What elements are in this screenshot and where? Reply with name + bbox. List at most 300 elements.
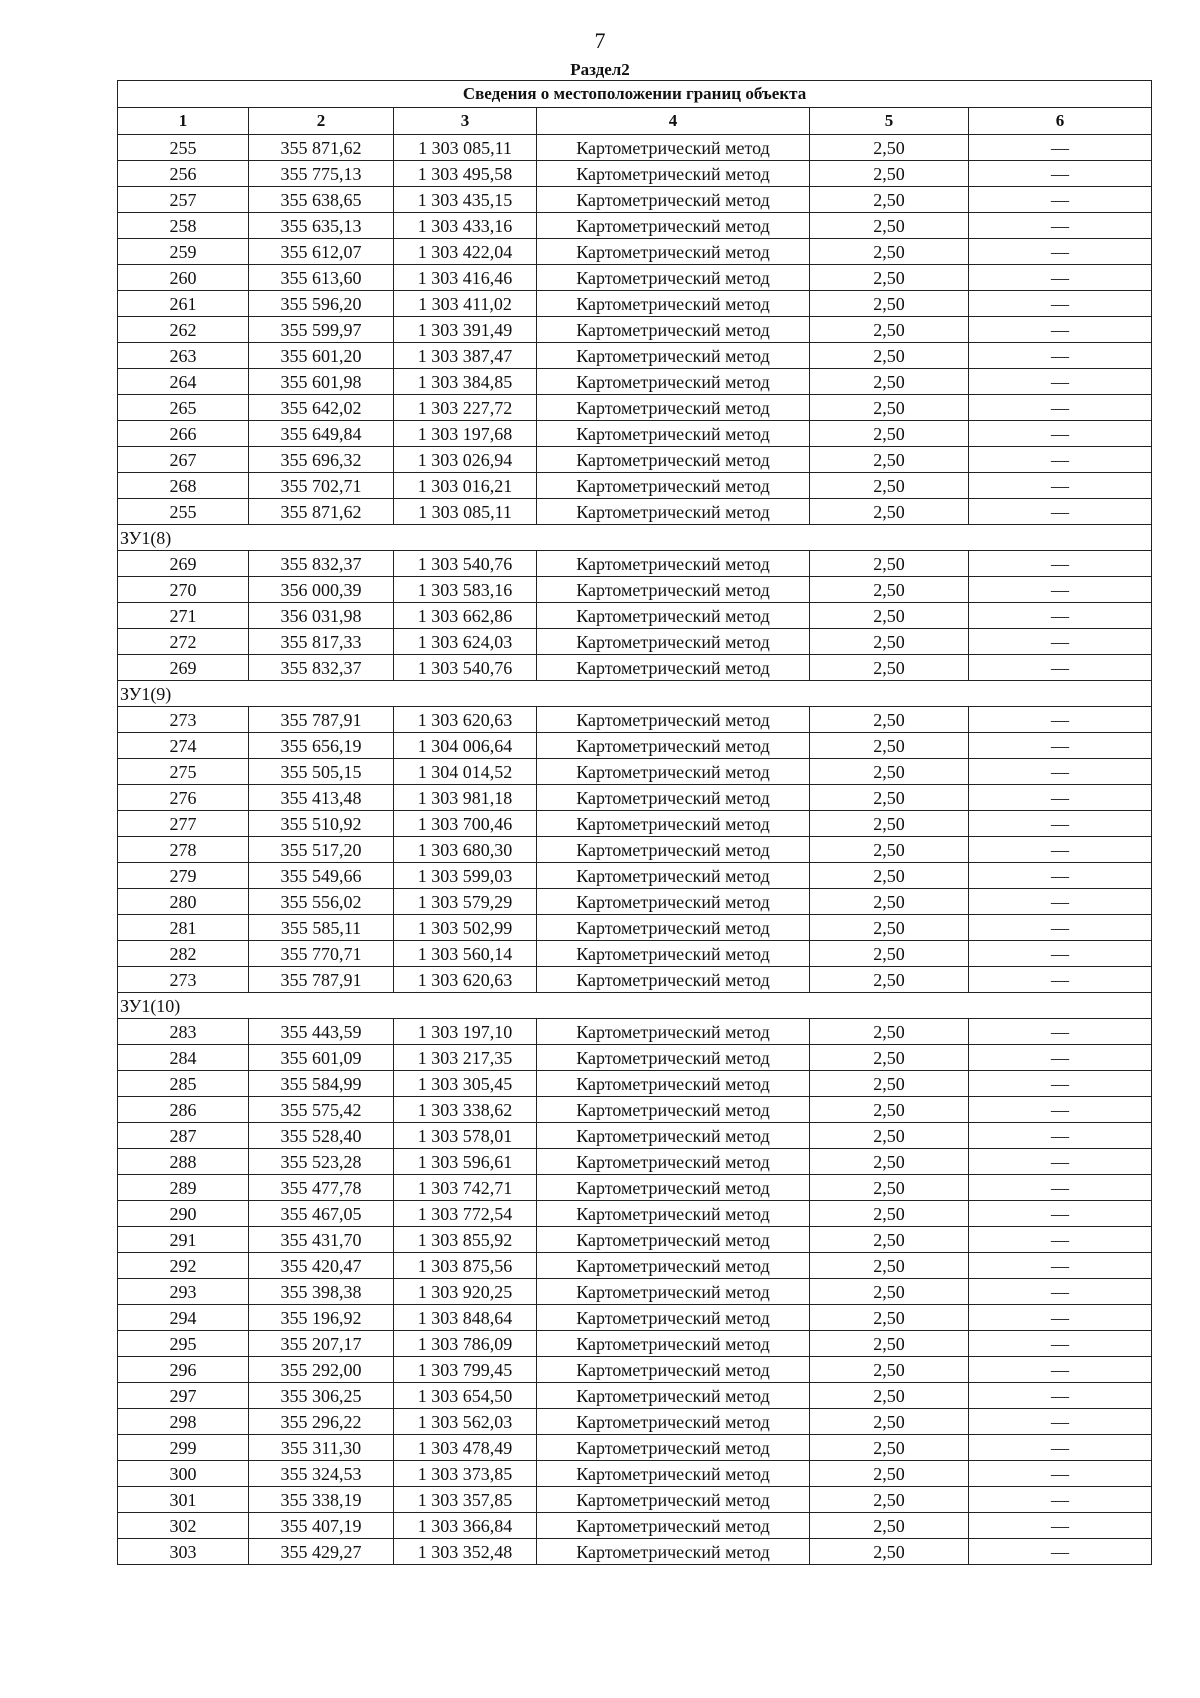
note-cell: — <box>969 1097 1152 1123</box>
note-cell: — <box>969 889 1152 915</box>
x-coordinate-cell: 355 612,07 <box>249 239 394 265</box>
point-number-cell: 283 <box>118 1019 249 1045</box>
column-header-5: 5 <box>810 108 969 135</box>
method-cell: Картометрический метод <box>537 369 810 395</box>
table-row <box>118 1409 1152 1435</box>
accuracy-cell: 2,50 <box>810 785 969 811</box>
group-row <box>118 525 1152 551</box>
point-number-cell: 267 <box>118 447 249 473</box>
x-coordinate-cell: 355 832,37 <box>249 655 394 681</box>
point-number-cell: 279 <box>118 863 249 889</box>
note-cell: — <box>969 1071 1152 1097</box>
note-cell: — <box>969 473 1152 499</box>
y-coordinate-cell: 1 303 579,29 <box>394 889 537 915</box>
x-coordinate-cell: 355 407,19 <box>249 1513 394 1539</box>
table-caption-row <box>118 81 1152 108</box>
accuracy-cell: 2,50 <box>810 629 969 655</box>
accuracy-cell: 2,50 <box>810 1279 969 1305</box>
y-coordinate-cell: 1 303 391,49 <box>394 317 537 343</box>
note-cell: — <box>969 1435 1152 1461</box>
method-cell: Картометрический метод <box>537 785 810 811</box>
table-caption: Сведения о местоположении границ объекта <box>118 81 1152 108</box>
table-row <box>118 967 1152 993</box>
table-row <box>118 837 1152 863</box>
column-header-row <box>118 108 1152 135</box>
x-coordinate-cell: 355 429,27 <box>249 1539 394 1565</box>
point-number-cell: 273 <box>118 967 249 993</box>
y-coordinate-cell: 1 303 875,56 <box>394 1253 537 1279</box>
accuracy-cell: 2,50 <box>810 1097 969 1123</box>
note-cell: — <box>969 1461 1152 1487</box>
point-number-cell: 280 <box>118 889 249 915</box>
y-coordinate-cell: 1 303 197,68 <box>394 421 537 447</box>
accuracy-cell: 2,50 <box>810 213 969 239</box>
method-cell: Картометрический метод <box>537 395 810 421</box>
method-cell: Картометрический метод <box>537 421 810 447</box>
note-cell: — <box>969 447 1152 473</box>
x-coordinate-cell: 355 775,13 <box>249 161 394 187</box>
y-coordinate-cell: 1 303 599,03 <box>394 863 537 889</box>
table-row <box>118 135 1152 161</box>
method-cell: Картометрический метод <box>537 1123 810 1149</box>
x-coordinate-cell: 355 398,38 <box>249 1279 394 1305</box>
accuracy-cell: 2,50 <box>810 421 969 447</box>
y-coordinate-cell: 1 303 620,63 <box>394 967 537 993</box>
method-cell: Картометрический метод <box>537 1279 810 1305</box>
x-coordinate-cell: 355 556,02 <box>249 889 394 915</box>
table-row <box>118 1331 1152 1357</box>
note-cell: — <box>969 343 1152 369</box>
note-cell: — <box>969 1201 1152 1227</box>
table-row <box>118 1201 1152 1227</box>
method-cell: Картометрический метод <box>537 1461 810 1487</box>
method-cell: Картометрический метод <box>537 1201 810 1227</box>
point-number-cell: 290 <box>118 1201 249 1227</box>
section-title: Раздел2 <box>570 60 630 79</box>
method-cell: Картометрический метод <box>537 1305 810 1331</box>
method-cell: Картометрический метод <box>537 499 810 525</box>
method-cell: Картометрический метод <box>537 1357 810 1383</box>
point-number-cell: 288 <box>118 1149 249 1175</box>
point-number-cell: 255 <box>118 135 249 161</box>
table-row <box>118 1279 1152 1305</box>
x-coordinate-cell: 355 599,97 <box>249 317 394 343</box>
x-coordinate-cell: 355 601,98 <box>249 369 394 395</box>
y-coordinate-cell: 1 303 540,76 <box>394 655 537 681</box>
point-number-cell: 285 <box>118 1071 249 1097</box>
point-number-cell: 276 <box>118 785 249 811</box>
y-coordinate-cell: 1 303 620,63 <box>394 707 537 733</box>
y-coordinate-cell: 1 303 352,48 <box>394 1539 537 1565</box>
accuracy-cell: 2,50 <box>810 1409 969 1435</box>
accuracy-cell: 2,50 <box>810 1461 969 1487</box>
accuracy-cell: 2,50 <box>810 239 969 265</box>
y-coordinate-cell: 1 303 433,16 <box>394 213 537 239</box>
y-coordinate-cell: 1 303 848,64 <box>394 1305 537 1331</box>
x-coordinate-cell: 355 324,53 <box>249 1461 394 1487</box>
accuracy-cell: 2,50 <box>810 1383 969 1409</box>
note-cell: — <box>969 967 1152 993</box>
y-coordinate-cell: 1 303 540,76 <box>394 551 537 577</box>
x-coordinate-cell: 355 656,19 <box>249 733 394 759</box>
column-header-4: 4 <box>537 108 810 135</box>
table-row <box>118 239 1152 265</box>
point-number-cell: 272 <box>118 629 249 655</box>
x-coordinate-cell: 355 642,02 <box>249 395 394 421</box>
method-cell: Картометрический метод <box>537 239 810 265</box>
note-cell: — <box>969 863 1152 889</box>
x-coordinate-cell: 355 523,28 <box>249 1149 394 1175</box>
note-cell: — <box>969 1513 1152 1539</box>
table-row <box>118 1045 1152 1071</box>
y-coordinate-cell: 1 303 495,58 <box>394 161 537 187</box>
table-row <box>118 1383 1152 1409</box>
page-number: 7 <box>594 28 606 53</box>
point-number-cell: 295 <box>118 1331 249 1357</box>
point-number-cell: 266 <box>118 421 249 447</box>
note-cell: — <box>969 941 1152 967</box>
note-cell: — <box>969 213 1152 239</box>
note-cell: — <box>969 395 1152 421</box>
note-cell: — <box>969 707 1152 733</box>
accuracy-cell: 2,50 <box>810 863 969 889</box>
table-row <box>118 1461 1152 1487</box>
note-cell: — <box>969 629 1152 655</box>
table-row <box>118 1097 1152 1123</box>
point-number-cell: 259 <box>118 239 249 265</box>
x-coordinate-cell: 355 196,92 <box>249 1305 394 1331</box>
x-coordinate-cell: 355 431,70 <box>249 1227 394 1253</box>
y-coordinate-cell: 1 303 700,46 <box>394 811 537 837</box>
x-coordinate-cell: 355 505,15 <box>249 759 394 785</box>
table-row <box>118 421 1152 447</box>
note-cell: — <box>969 811 1152 837</box>
method-cell: Картометрический метод <box>537 655 810 681</box>
point-number-cell: 284 <box>118 1045 249 1071</box>
x-coordinate-cell: 356 000,39 <box>249 577 394 603</box>
method-cell: Картометрический метод <box>537 837 810 863</box>
table-row <box>118 577 1152 603</box>
x-coordinate-cell: 355 528,40 <box>249 1123 394 1149</box>
point-number-cell: 271 <box>118 603 249 629</box>
y-coordinate-cell: 1 303 305,45 <box>394 1071 537 1097</box>
point-number-cell: 260 <box>118 265 249 291</box>
y-coordinate-cell: 1 303 654,50 <box>394 1383 537 1409</box>
y-coordinate-cell: 1 303 085,11 <box>394 135 537 161</box>
x-coordinate-cell: 355 207,17 <box>249 1331 394 1357</box>
point-number-cell: 261 <box>118 291 249 317</box>
accuracy-cell: 2,50 <box>810 1253 969 1279</box>
table-row <box>118 889 1152 915</box>
method-cell: Картометрический метод <box>537 1383 810 1409</box>
y-coordinate-cell: 1 303 217,35 <box>394 1045 537 1071</box>
y-coordinate-cell: 1 303 583,16 <box>394 577 537 603</box>
table-row <box>118 941 1152 967</box>
table-row <box>118 785 1152 811</box>
x-coordinate-cell: 355 311,30 <box>249 1435 394 1461</box>
column-header-3: 3 <box>394 108 537 135</box>
accuracy-cell: 2,50 <box>810 707 969 733</box>
x-coordinate-cell: 355 413,48 <box>249 785 394 811</box>
table-row <box>118 473 1152 499</box>
note-cell: — <box>969 1357 1152 1383</box>
accuracy-cell: 2,50 <box>810 759 969 785</box>
accuracy-cell: 2,50 <box>810 1045 969 1071</box>
point-number-cell: 258 <box>118 213 249 239</box>
point-number-cell: 268 <box>118 473 249 499</box>
note-cell: — <box>969 317 1152 343</box>
y-coordinate-cell: 1 303 357,85 <box>394 1487 537 1513</box>
point-number-cell: 273 <box>118 707 249 733</box>
x-coordinate-cell: 355 549,66 <box>249 863 394 889</box>
table-row <box>118 603 1152 629</box>
x-coordinate-cell: 355 585,11 <box>249 915 394 941</box>
note-cell: — <box>969 1305 1152 1331</box>
table-row <box>118 733 1152 759</box>
note-cell: — <box>969 421 1152 447</box>
note-cell: — <box>969 265 1152 291</box>
table-row <box>118 811 1152 837</box>
accuracy-cell: 2,50 <box>810 499 969 525</box>
note-cell: — <box>969 161 1152 187</box>
point-number-cell: 278 <box>118 837 249 863</box>
group-row <box>118 993 1152 1019</box>
table-row <box>118 265 1152 291</box>
table-row <box>118 317 1152 343</box>
note-cell: — <box>969 1253 1152 1279</box>
note-cell: — <box>969 499 1152 525</box>
y-coordinate-cell: 1 303 416,46 <box>394 265 537 291</box>
note-cell: — <box>969 1175 1152 1201</box>
table-row <box>118 1487 1152 1513</box>
accuracy-cell: 2,50 <box>810 915 969 941</box>
accuracy-cell: 2,50 <box>810 1487 969 1513</box>
accuracy-cell: 2,50 <box>810 447 969 473</box>
table-row <box>118 915 1152 941</box>
y-coordinate-cell: 1 303 786,09 <box>394 1331 537 1357</box>
x-coordinate-cell: 355 871,62 <box>249 135 394 161</box>
point-number-cell: 298 <box>118 1409 249 1435</box>
note-cell: — <box>969 603 1152 629</box>
note-cell: — <box>969 785 1152 811</box>
x-coordinate-cell: 355 787,91 <box>249 967 394 993</box>
note-cell: — <box>969 1149 1152 1175</box>
column-header-2: 2 <box>249 108 394 135</box>
accuracy-cell: 2,50 <box>810 1175 969 1201</box>
accuracy-cell: 2,50 <box>810 317 969 343</box>
method-cell: Картометрический метод <box>537 1409 810 1435</box>
x-coordinate-cell: 355 575,42 <box>249 1097 394 1123</box>
method-cell: Картометрический метод <box>537 317 810 343</box>
table-row <box>118 629 1152 655</box>
x-coordinate-cell: 355 443,59 <box>249 1019 394 1045</box>
x-coordinate-cell: 355 584,99 <box>249 1071 394 1097</box>
method-cell: Картометрический метод <box>537 1097 810 1123</box>
accuracy-cell: 2,50 <box>810 343 969 369</box>
x-coordinate-cell: 355 696,32 <box>249 447 394 473</box>
note-cell: — <box>969 135 1152 161</box>
note-cell: — <box>969 759 1152 785</box>
note-cell: — <box>969 733 1152 759</box>
note-cell: — <box>969 1409 1152 1435</box>
note-cell: — <box>969 915 1152 941</box>
method-cell: Картометрический метод <box>537 343 810 369</box>
accuracy-cell: 2,50 <box>810 551 969 577</box>
point-number-cell: 256 <box>118 161 249 187</box>
accuracy-cell: 2,50 <box>810 1435 969 1461</box>
method-cell: Картометрический метод <box>537 1487 810 1513</box>
accuracy-cell: 2,50 <box>810 1149 969 1175</box>
boundary-coordinates-table <box>117 80 1152 1565</box>
point-number-cell: 281 <box>118 915 249 941</box>
accuracy-cell: 2,50 <box>810 1019 969 1045</box>
accuracy-cell: 2,50 <box>810 1539 969 1565</box>
y-coordinate-cell: 1 303 502,99 <box>394 915 537 941</box>
y-coordinate-cell: 1 303 981,18 <box>394 785 537 811</box>
column-header-6: 6 <box>969 108 1152 135</box>
y-coordinate-cell: 1 303 387,47 <box>394 343 537 369</box>
method-cell: Картометрический метод <box>537 707 810 733</box>
point-number-cell: 269 <box>118 655 249 681</box>
accuracy-cell: 2,50 <box>810 265 969 291</box>
method-cell: Картометрический метод <box>537 1539 810 1565</box>
table-row <box>118 291 1152 317</box>
table-row <box>118 759 1152 785</box>
x-coordinate-cell: 355 510,92 <box>249 811 394 837</box>
method-cell: Картометрический метод <box>537 1175 810 1201</box>
method-cell: Картометрический метод <box>537 811 810 837</box>
y-coordinate-cell: 1 303 435,15 <box>394 187 537 213</box>
accuracy-cell: 2,50 <box>810 655 969 681</box>
method-cell: Картометрический метод <box>537 1253 810 1279</box>
note-cell: — <box>969 1279 1152 1305</box>
method-cell: Картометрический метод <box>537 1019 810 1045</box>
accuracy-cell: 2,50 <box>810 369 969 395</box>
point-number-cell: 286 <box>118 1097 249 1123</box>
y-coordinate-cell: 1 303 366,84 <box>394 1513 537 1539</box>
note-cell: — <box>969 837 1152 863</box>
point-number-cell: 294 <box>118 1305 249 1331</box>
note-cell: — <box>969 1045 1152 1071</box>
x-coordinate-cell: 355 638,65 <box>249 187 394 213</box>
y-coordinate-cell: 1 303 562,03 <box>394 1409 537 1435</box>
group-label: ЗУ1(9) <box>118 681 1152 707</box>
method-cell: Картометрический метод <box>537 629 810 655</box>
x-coordinate-cell: 355 517,20 <box>249 837 394 863</box>
y-coordinate-cell: 1 303 422,04 <box>394 239 537 265</box>
table-row <box>118 655 1152 681</box>
table-row <box>118 447 1152 473</box>
note-cell: — <box>969 1123 1152 1149</box>
accuracy-cell: 2,50 <box>810 1071 969 1097</box>
point-number-cell: 300 <box>118 1461 249 1487</box>
method-cell: Картометрический метод <box>537 1331 810 1357</box>
accuracy-cell: 2,50 <box>810 1123 969 1149</box>
table-row <box>118 1123 1152 1149</box>
accuracy-cell: 2,50 <box>810 187 969 213</box>
x-coordinate-cell: 355 871,62 <box>249 499 394 525</box>
point-number-cell: 297 <box>118 1383 249 1409</box>
x-coordinate-cell: 355 787,91 <box>249 707 394 733</box>
method-cell: Картометрический метод <box>537 1071 810 1097</box>
accuracy-cell: 2,50 <box>810 161 969 187</box>
method-cell: Картометрический метод <box>537 265 810 291</box>
table-row <box>118 1357 1152 1383</box>
point-number-cell: 303 <box>118 1539 249 1565</box>
column-header-1: 1 <box>118 108 249 135</box>
method-cell: Картометрический метод <box>537 1435 810 1461</box>
method-cell: Картометрический метод <box>537 1149 810 1175</box>
table-row <box>118 1513 1152 1539</box>
y-coordinate-cell: 1 304 006,64 <box>394 733 537 759</box>
note-cell: — <box>969 369 1152 395</box>
note-cell: — <box>969 1331 1152 1357</box>
table-row <box>118 395 1152 421</box>
point-number-cell: 269 <box>118 551 249 577</box>
note-cell: — <box>969 187 1152 213</box>
table-body <box>118 135 1152 1565</box>
accuracy-cell: 2,50 <box>810 811 969 837</box>
y-coordinate-cell: 1 303 772,54 <box>394 1201 537 1227</box>
method-cell: Картометрический метод <box>537 473 810 499</box>
y-coordinate-cell: 1 303 227,72 <box>394 395 537 421</box>
y-coordinate-cell: 1 303 384,85 <box>394 369 537 395</box>
note-cell: — <box>969 1227 1152 1253</box>
y-coordinate-cell: 1 303 662,86 <box>394 603 537 629</box>
accuracy-cell: 2,50 <box>810 1305 969 1331</box>
accuracy-cell: 2,50 <box>810 1357 969 1383</box>
y-coordinate-cell: 1 303 373,85 <box>394 1461 537 1487</box>
point-number-cell: 277 <box>118 811 249 837</box>
x-coordinate-cell: 355 477,78 <box>249 1175 394 1201</box>
point-number-cell: 282 <box>118 941 249 967</box>
method-cell: Картометрический метод <box>537 863 810 889</box>
y-coordinate-cell: 1 303 578,01 <box>394 1123 537 1149</box>
method-cell: Картометрический метод <box>537 1513 810 1539</box>
x-coordinate-cell: 355 601,20 <box>249 343 394 369</box>
method-cell: Картометрический метод <box>537 187 810 213</box>
table-row <box>118 161 1152 187</box>
accuracy-cell: 2,50 <box>810 941 969 967</box>
table-row <box>118 187 1152 213</box>
y-coordinate-cell: 1 303 026,94 <box>394 447 537 473</box>
point-number-cell: 275 <box>118 759 249 785</box>
note-cell: — <box>969 291 1152 317</box>
method-cell: Картометрический метод <box>537 915 810 941</box>
point-number-cell: 291 <box>118 1227 249 1253</box>
accuracy-cell: 2,50 <box>810 135 969 161</box>
note-cell: — <box>969 577 1152 603</box>
method-cell: Картометрический метод <box>537 603 810 629</box>
accuracy-cell: 2,50 <box>810 473 969 499</box>
note-cell: — <box>969 239 1152 265</box>
table-row <box>118 1227 1152 1253</box>
y-coordinate-cell: 1 303 411,02 <box>394 291 537 317</box>
y-coordinate-cell: 1 303 478,49 <box>394 1435 537 1461</box>
y-coordinate-cell: 1 303 742,71 <box>394 1175 537 1201</box>
table-row <box>118 863 1152 889</box>
y-coordinate-cell: 1 303 085,11 <box>394 499 537 525</box>
x-coordinate-cell: 355 702,71 <box>249 473 394 499</box>
y-coordinate-cell: 1 303 016,21 <box>394 473 537 499</box>
y-coordinate-cell: 1 304 014,52 <box>394 759 537 785</box>
group-label: ЗУ1(10) <box>118 993 1152 1019</box>
point-number-cell: 289 <box>118 1175 249 1201</box>
table-row <box>118 1539 1152 1565</box>
note-cell: — <box>969 551 1152 577</box>
method-cell: Картометрический метод <box>537 447 810 473</box>
table-row <box>118 1149 1152 1175</box>
